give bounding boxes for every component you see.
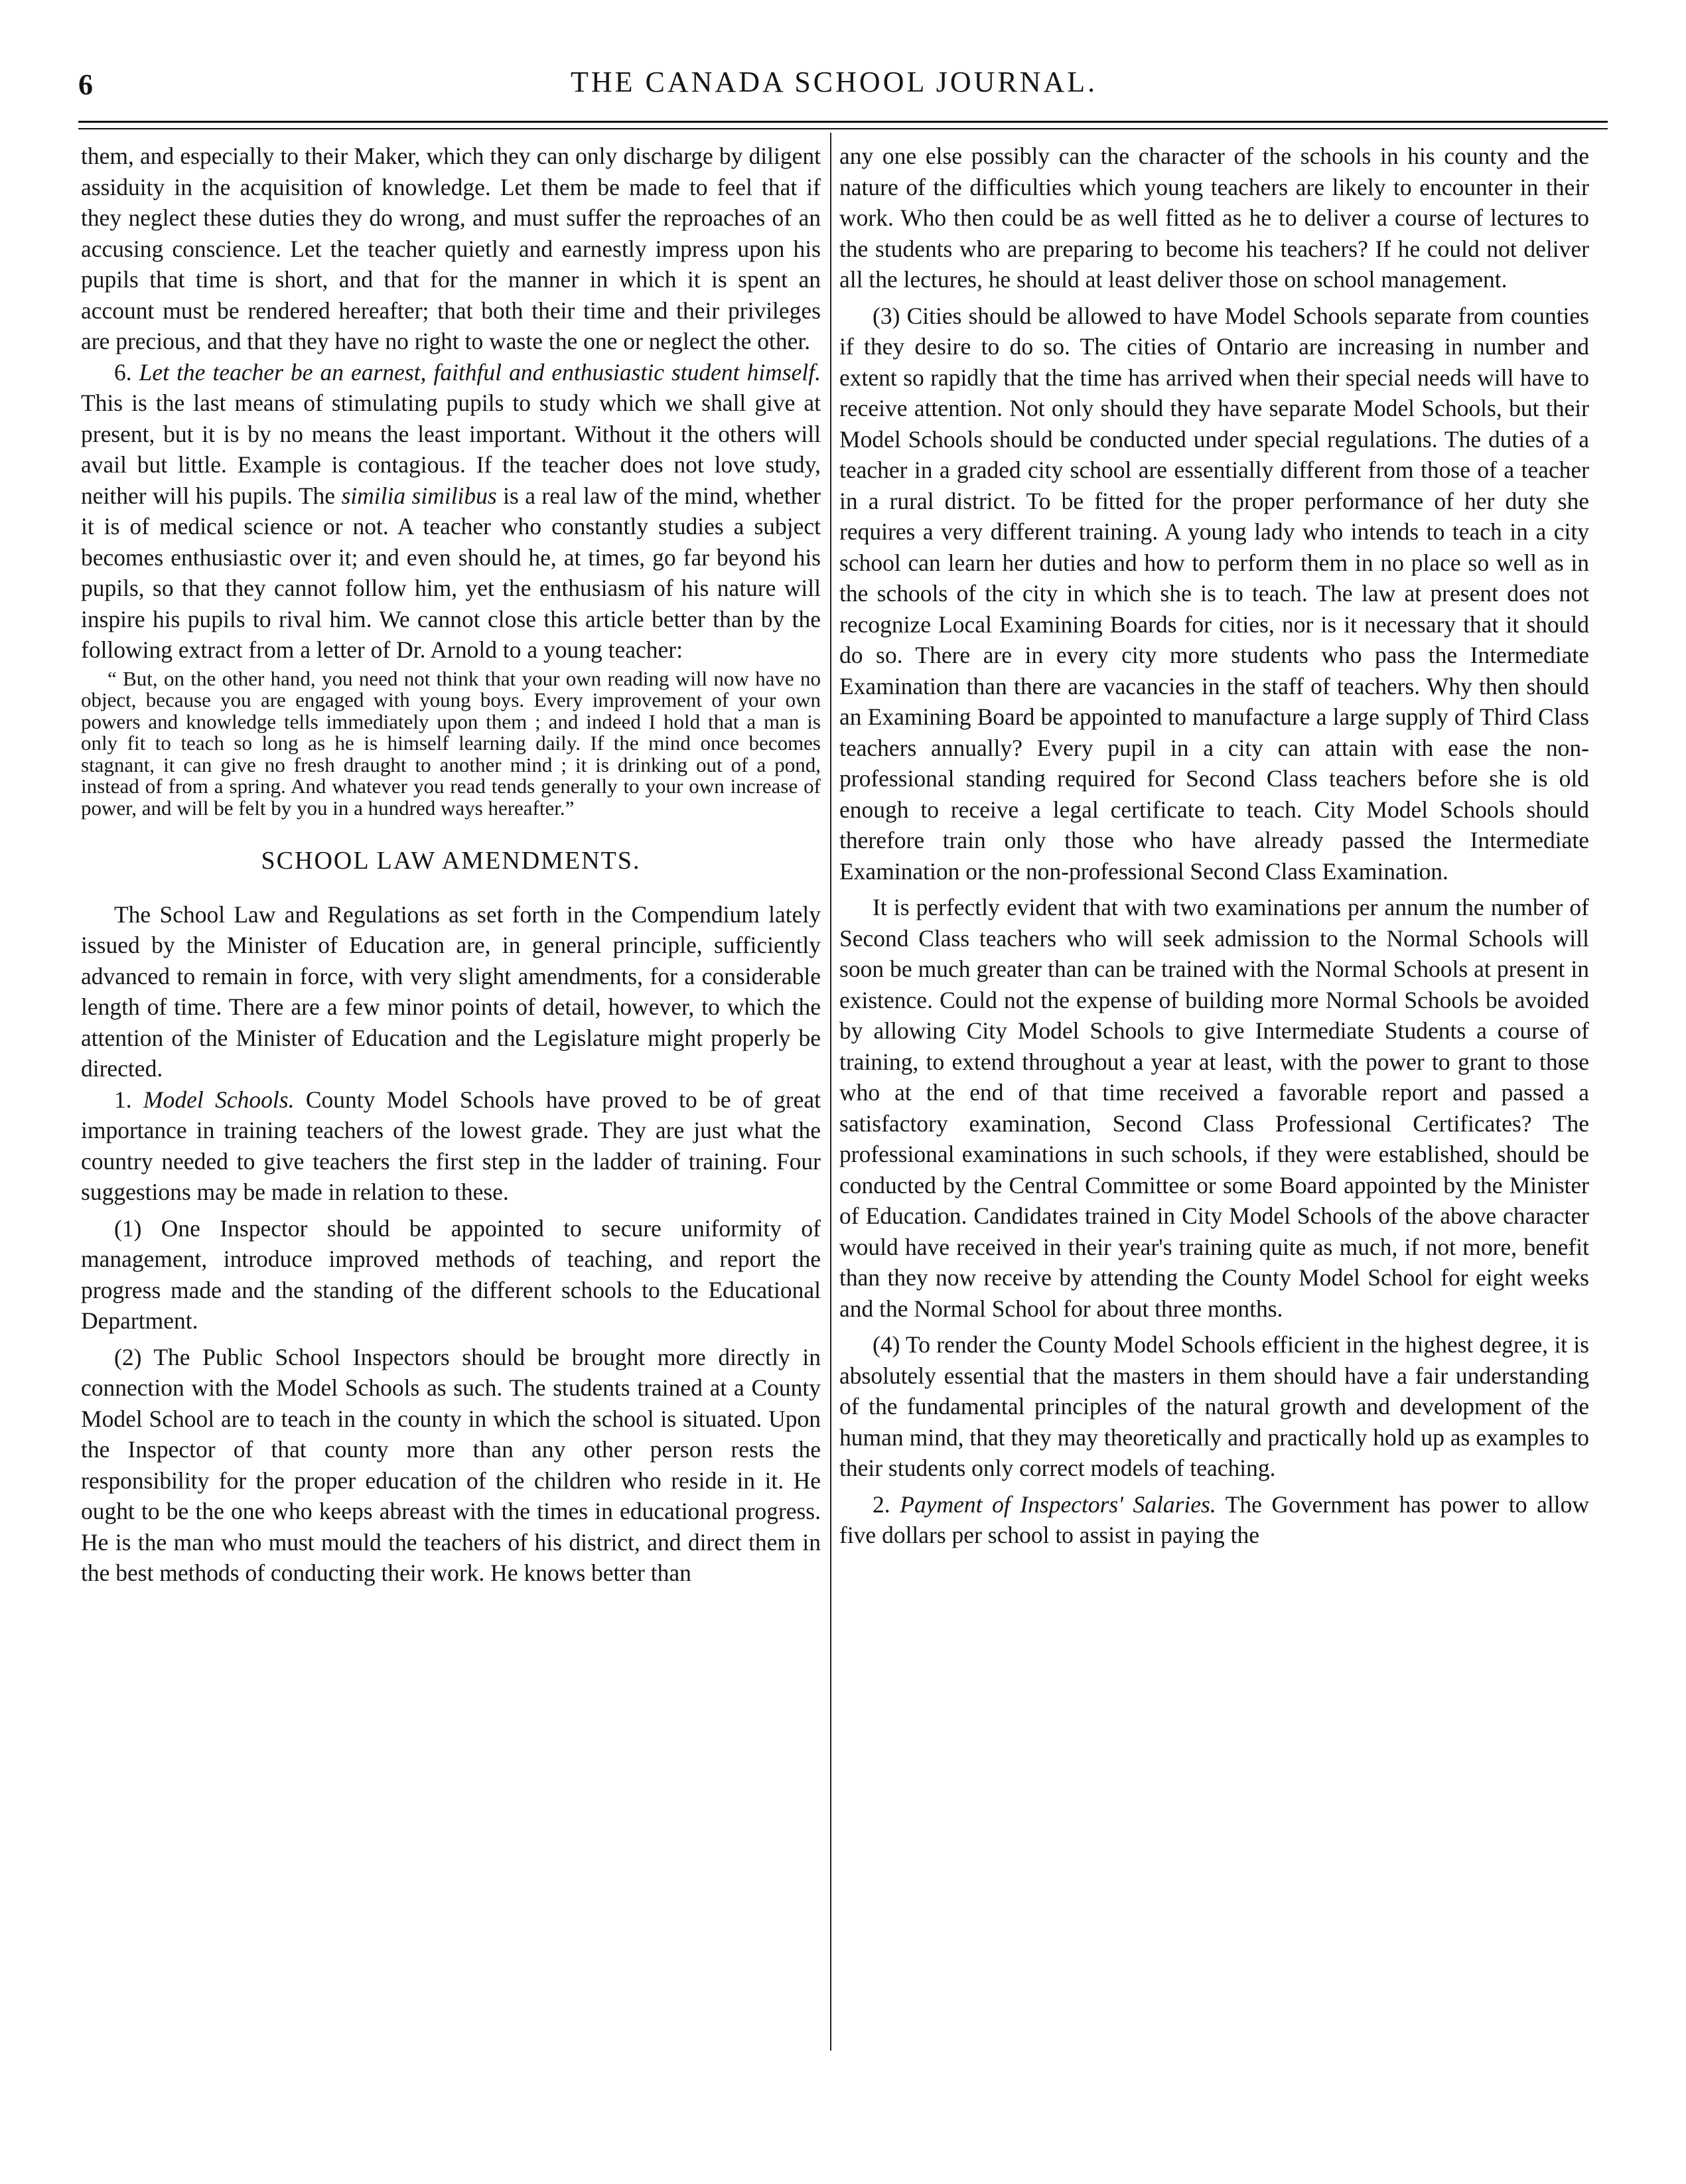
paragraph: any one else possibly can the character of the schools in his county and the nature of the difficulties which young teachers are likely to encounter in their work. Who then could be as well fitted as he to deliver a course of lectures to the students who are preparing to become his teachers? If he could not deliver all the lectures, he should at least deliver those on school management. xyxy=(839,143,1589,293)
item-heading: Payment of Inspectors' Salaries. xyxy=(900,1491,1216,1518)
paragraph: The School Law and Regulations as set forth in the Compendium lately issued by the Minister of Education are, in general principle, sufficiently advanced to remain in force, with very slight amendments, for a considerable length of time. There are a few minor points of detail, however, to which the attention of the Minister of Education and the Legislature might properly be directed. xyxy=(81,901,821,1082)
paragraph: (1) One Inspector should be appointed to secure uniformity of management, introduce improved methods of teaching, and report the progress made and the standing of the different schools to the Educational Department. xyxy=(81,1214,821,1334)
arnold-quote: “ But, on the other hand, you need not think that your own reading will now have no object, because you are engaged with young boys. Every improvement of your own powers and knowledge tells immediately upon them ; and indeed I hold that a man is only fit to teach so long as he is himself learning daily. If the mind once becomes stagnant, it can give no fresh draught to another mind ; it is drinking out of a pond, instead of from a spring. And whatever you read tends generally to your own increase of power, and will be felt by you in a hundred ways hereafter.” xyxy=(81,666,821,820)
latin-phrase: similia similibus xyxy=(341,482,497,509)
section-heading: SCHOOL LAW AMENDMENTS. xyxy=(261,847,641,875)
item-number: 2. xyxy=(873,1491,890,1518)
item-heading: Model Schools. xyxy=(143,1086,295,1113)
paragraph-text: This is the last means of stimulating pupils to study which we shall give at present, but it is by no means the least important. Without it the others will avail but little. Example is contagious. If the teacher does not love study, neither will his pupils. The xyxy=(81,390,821,509)
paragraph-model-schools xyxy=(81,1084,821,1208)
paragraph-inspectors-salaries xyxy=(839,1489,1589,1551)
left-column xyxy=(81,141,821,1589)
journal-title: THE CANADA SCHOOL JOURNAL. xyxy=(571,66,1098,98)
item-heading: Let the teacher be an earnest, faithful and enthusiastic student himself. xyxy=(139,358,821,386)
paragraph-text: County Model Schools have proved to be of great importance in training teachers of the lowest grade. They are just what the country needed to give teachers the first step in the ladder of training. Four suggestions may be made in relation to these. xyxy=(81,1086,821,1205)
paragraph: them, and especially to their Maker, which they can only discharge by diligent assiduity in the acquisition of knowledge. Let them be made to feel that if they neglect these duties they do wrong, and must suffer the reproaches of an accusing conscience. Let the teacher quietly and earnestly impress upon his pupils that time is short, and that for the manner in which it is spent an account must be rendered hereafter; that both their time and their privileges are precious, and that they have no right to waste the one or neglect the other. xyxy=(81,143,821,354)
item-number: 1. xyxy=(114,1086,132,1113)
paragraph: (3) Cities should be allowed to have Model Schools separate from counties if they desire to do so. The cities of Ontario are increasing in number and extent so rapidly that the time has arrived when their special needs will have to receive attention. Not only should they have separate Model Schools, but their Model Schools should be conducted under special regulations. The duties of a teacher in a graded city school are essentially different from those of a teacher in a rural district. To be fitted for the proper performance of her duty she requires a very different training. A young lady who intends to teach in a city school can learn her duties and how to perform them in no place so well as in the schools of the city in which she is to teach. The law at present does not recognize Local Examining Boards for cities, nor is it necessary that it should do so. There are in every city more students who pass the Intermediate Examination than there are vacancies in the staff of teachers. Why then should an Examining Board be appointed to manufacture a large supply of Third Class teachers annually? Every pupil in a city can attain with ease the non-professional standing required for Second Class teachers before she is old enough to receive a legal certificate to teach. City Model Schools should therefore train only those who have already passed the Intermediate Examination or the non-professional Second Class Examination. xyxy=(839,302,1589,885)
paragraph: It is perfectly evident that with two examinations per annum the number of Second Class teachers who will seek admission to the Normal Schools will soon be much greater than can be trained with the Normal Schools at present in existence. Could not the expense of building more Normal Schools be avoided by allowing City Model Schools to give Intermediate Students a course of training, to extend throughout a year at least, with the power to grant to those who at the end of that time received a favorable report and passed a satisfactory examination, Second Class Professional Certificates? The professional examinations in such schools, if they were established, should be conducted by the Central Committee or some Board appointed by the Minister of Education. Candidates trained in City Model Schools of the above character would have received in their year's training quite as much, if not more, benefit than they now receive by attending the County Model School for eight weeks and the Normal School for about three months. xyxy=(839,894,1589,1322)
paragraph: (2) The Public School Inspectors should be brought more directly in connection with the Model Schools as such. The students trained at a County Model School are to teach in the county in which the school is situated. Upon the Inspector of that county more than any other person rests the responsibility for the proper education of the children who reside in it. He ought to be the one who keeps abreast with the times in educational progress. He is the man who must mould the teachers of his district, and direct them in the best methods of conducting their work. He knows better than xyxy=(81,1343,821,1586)
column-divider xyxy=(830,133,831,2051)
paragraph-item-6 xyxy=(81,357,821,666)
paragraph-text: The Government has power to allow five dollars per school to assist in paying the xyxy=(839,1491,1589,1548)
item-number: 6. xyxy=(114,358,132,386)
page-number: 6 xyxy=(78,68,93,101)
header-rule xyxy=(78,121,1608,129)
right-column xyxy=(839,141,1589,1551)
paragraph-text: is a real law of the mind, whether it is of medical science or not. A teacher who constantly studies a subject becomes enthusiastic over it; and even should he, at times, go far beyond his pupils, so that they cannot follow him, yet the enthusiasm of his nature will inspire his pupils to rival him. We cannot close this article better than by the following extract from a letter of Dr. Arnold to a young teacher: xyxy=(81,482,821,663)
paragraph: (4) To render the County Model Schools efficient in the highest degree, it is absolutely essential that the masters in them should have a fair understanding of the fundamental principles of the natural growth and development of the human mind, that they may theoretically and practically hold up as examples to their students only correct models of teaching. xyxy=(839,1331,1589,1481)
